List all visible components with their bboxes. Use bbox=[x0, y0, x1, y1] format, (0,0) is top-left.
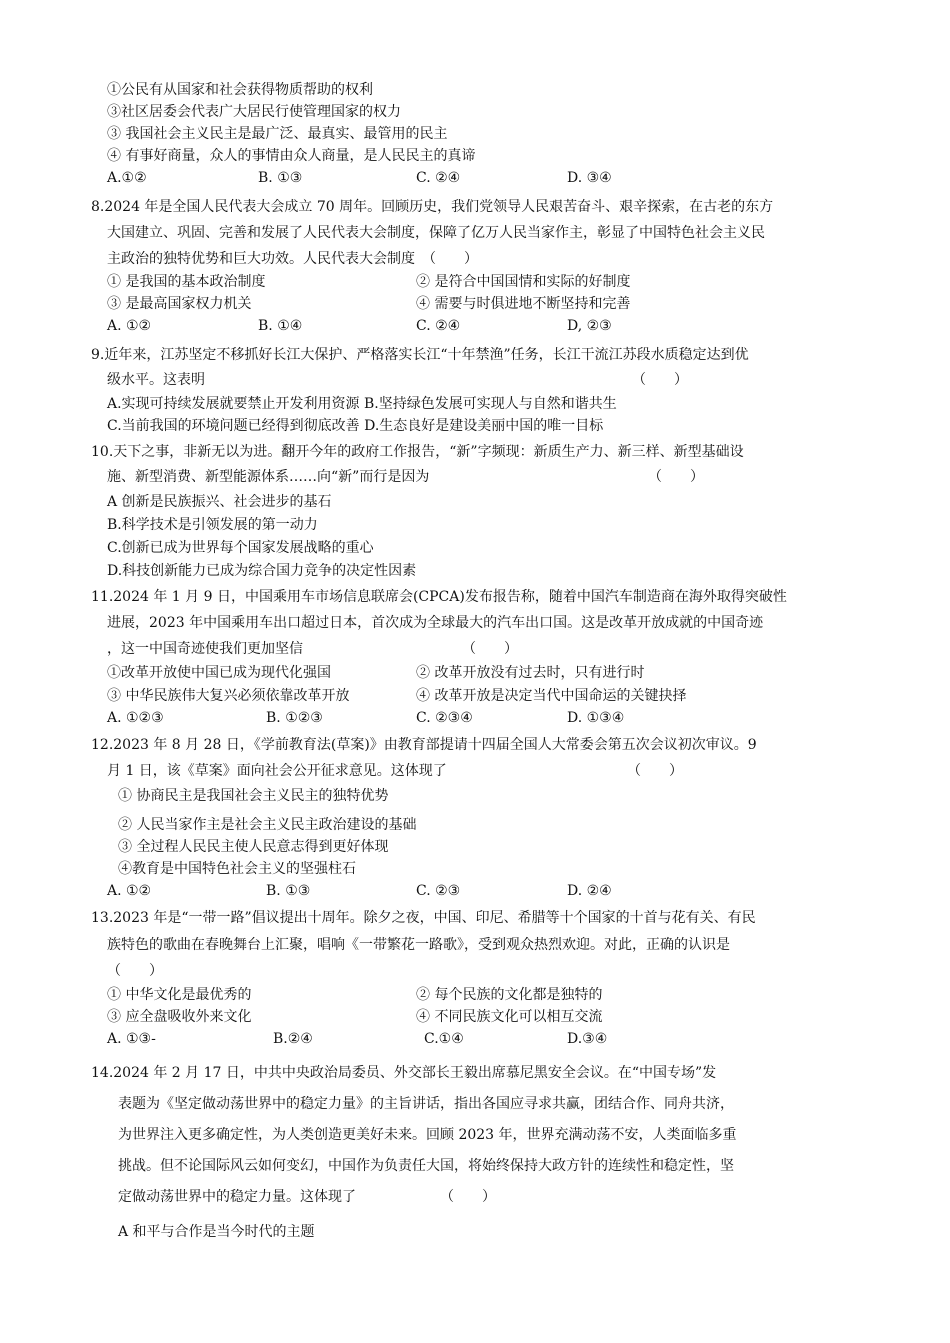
q10-answer-paren[interactable]: （ ） bbox=[648, 469, 704, 485]
q8-option-a[interactable]: A. ①② bbox=[107, 318, 152, 334]
q14-stem-text: 定做动荡世界中的稳定力量。这体现了 bbox=[118, 1189, 356, 1205]
q11-stem-text: ，这一中国奇迹使我们更加坚信 bbox=[107, 641, 303, 657]
q10-stem-text: 施、新型消费、新型能源体系……向“新”而行是因为 bbox=[107, 469, 430, 485]
q14-stem-line-1: 14.2024 年 2 月 17 日，中共中央政治局委员、外交部长王毅出席慕尼黑安全会议。在“中国专场”发 bbox=[91, 1065, 717, 1081]
q11-statement-1: ①改革开放使中国已成为现代化强国 bbox=[107, 665, 331, 681]
q13-answer-paren[interactable]: （ ） bbox=[107, 963, 163, 979]
q14-stem-line-3: 为世界注入更多确定性，为人类创造更美好未来。回顾 2023 年，世界充满动荡不安，人类面临多重 bbox=[118, 1127, 737, 1143]
q8-stem-line-2: 大国建立、巩固、完善和发展了人民代表大会制度，保障了亿万人民当家作主，彰显了中国特色社会主义民 bbox=[107, 225, 765, 241]
q9-answer-paren[interactable]: （ ） bbox=[632, 372, 688, 388]
q11-statement-3: ③ 中华民族伟大复兴必须依靠改革开放 bbox=[107, 688, 350, 704]
q8-option-b[interactable]: B. ①④ bbox=[258, 318, 303, 334]
q12-statement-4: ④教育是中国特色社会主义的坚强柱石 bbox=[118, 861, 356, 877]
q11-option-d[interactable]: D. ①③④ bbox=[567, 710, 625, 726]
q7-option-b[interactable]: B. ①③ bbox=[258, 170, 303, 186]
q11-statement-2: ② 改革开放没有过去时，只有进行时 bbox=[416, 665, 645, 681]
q12-statement-3: ③ 全过程人民民主使人民意志得到更好体现 bbox=[118, 839, 389, 855]
q12-option-b[interactable]: B. ①③ bbox=[266, 883, 311, 899]
q10-option-d[interactable]: D.科技创新能力已成为综合国力竞争的决定性因素 bbox=[107, 563, 417, 579]
q14-answer-paren[interactable]: （ ） bbox=[440, 1189, 496, 1205]
q10-option-c[interactable]: C.创新已成为世界每个国家发展战略的重心 bbox=[107, 540, 374, 556]
q8-statement-1: ① 是我国的基本政治制度 bbox=[107, 274, 266, 290]
q13-option-c[interactable]: C.①④ bbox=[424, 1031, 464, 1047]
q12-stem-text: 月 1 日，该《草案》面向社会公开征求意见。这体现了 bbox=[107, 763, 447, 779]
q7-option-c[interactable]: C. ②④ bbox=[416, 170, 461, 186]
q7-statement-4: ④ 有事好商量，众人的事情由众人商量，是人民民主的真谛 bbox=[107, 148, 476, 164]
q12-option-c[interactable]: C. ②③ bbox=[416, 883, 461, 899]
q13-stem-line-1: 13.2023 年是“一带一路”倡议提出十周年。除夕之夜，中国、印尼、希腊等十个国家的十首与花有关、有民 bbox=[91, 910, 756, 926]
q13-option-d[interactable]: D.③④ bbox=[567, 1031, 608, 1047]
q14-stem-line-2: 表题为《坚定做动荡世界中的稳定力量》的主旨讲话，指出各国应寻求共赢，团结合作、同舟共济， bbox=[118, 1096, 734, 1112]
q7-statement-2: ③社区居委会代表广大居民行使管理国家的权力 bbox=[107, 104, 401, 120]
q8-option-c[interactable]: C. ②④ bbox=[416, 318, 461, 334]
q9-options-ab[interactable]: A.实现可持续发展就要禁止开发利用资源 B.坚持绿色发展可实现人与自然和谐共生 bbox=[107, 396, 617, 412]
q11-statement-4: ④ 改革开放是决定当代中国命运的关键抉择 bbox=[416, 688, 687, 704]
q9-options-cd[interactable]: C.当前我国的环境问题已经得到彻底改善 D.生态良好是建设美丽中国的唯一目标 bbox=[107, 418, 604, 434]
q8-stem-line-3: 主政治的独特优势和巨大功效。人民代表大会制度 （ ） bbox=[107, 251, 478, 267]
q7-option-d[interactable]: D. ③④ bbox=[567, 170, 612, 186]
q13-statement-4: ④ 不同民族文化可以相互交流 bbox=[416, 1009, 603, 1025]
q8-stem-line-1: 8.2024 年是全国人民代表大会成立 70 周年。回顾历史，我们党领导人民艰苦奋斗、艰辛探索，在古老的东方 bbox=[91, 199, 774, 215]
q9-stem-line-1: 9.近年来，江苏坚定不移抓好长江大保护、严格落实长江“十年禁渔”任务，长江干流江苏段水质稳定达到优 bbox=[91, 347, 749, 363]
q10-stem-line-1: 10.天下之事，非新无以为进。翻开今年的政府工作报告，“新”字频现：新质生产力、新三样、新型基础设 bbox=[91, 444, 744, 460]
q11-stem-line-2: 进展，2023 年中国乘用车出口超过日本，首次成为全球最大的汽车出口国。这是改革开放成就的中国奇迹 bbox=[107, 615, 764, 631]
q11-option-c[interactable]: C. ②③④ bbox=[416, 710, 473, 726]
q13-statement-1: ① 中华文化是最优秀的 bbox=[107, 987, 252, 1003]
q12-option-d[interactable]: D. ②④ bbox=[567, 883, 612, 899]
q13-option-b[interactable]: B.②④ bbox=[273, 1031, 313, 1047]
q8-statement-2: ② 是符合中国国情和实际的好制度 bbox=[416, 274, 631, 290]
q14-option-a[interactable]: A 和平与合作是当今时代的主题 bbox=[118, 1224, 315, 1240]
q13-statement-2: ② 每个民族的文化都是独特的 bbox=[416, 987, 603, 1003]
q7-option-a[interactable]: A.①② bbox=[107, 170, 147, 186]
q7-statement-3: ③ 我国社会主义民主是最广泛、最真实、最管用的民主 bbox=[107, 126, 448, 142]
q12-statement-2: ② 人民当家作主是社会主义民主政治建设的基础 bbox=[118, 817, 417, 833]
q9-stem-text: 级水平。这表明 bbox=[107, 372, 205, 388]
q13-stem-line-2: 族特色的歌曲在春晚舞台上汇聚，唱响《一带繁花一路歌》，受到观众热烈欢迎。对此，正确的认识是 bbox=[107, 937, 730, 953]
q12-answer-paren[interactable]: （ ） bbox=[627, 763, 683, 779]
q10-option-a[interactable]: A 创新是民族振兴、社会进步的基石 bbox=[107, 494, 332, 510]
q14-stem-line-4: 挑战。但不论国际风云如何变幻，中国作为负责任大国，将始终保持大政方针的连续性和稳定性，坚 bbox=[118, 1158, 734, 1174]
q13-option-a[interactable]: A. ①③- bbox=[107, 1031, 156, 1047]
q8-statement-4: ④ 需要与时俱进地不断坚持和完善 bbox=[416, 296, 631, 312]
q11-stem-line-1: 11.2024 年 1 月 9 日，中国乘用车市场信息联席会(CPCA)发布报告称，随着中国汽车制造商在海外取得突破性 bbox=[91, 589, 787, 605]
q13-statement-3: ③ 应全盘吸收外来文化 bbox=[107, 1009, 252, 1025]
q12-option-a[interactable]: A. ①② bbox=[107, 883, 152, 899]
q11-answer-paren[interactable]: （ ） bbox=[462, 641, 518, 657]
q8-option-d[interactable]: D, ②③ bbox=[567, 318, 612, 334]
q12-statement-1: ① 协商民主是我国社会主义民主的独特优势 bbox=[118, 788, 389, 804]
q10-option-b[interactable]: B.科学技术是引领发展的第一动力 bbox=[107, 517, 318, 533]
q12-stem-line-1: 12.2023 年 8 月 28 日，《学前教育法(草案)》由教育部提请十四届全国人大常委会第五次会议初次审议。9 bbox=[91, 737, 757, 753]
q11-option-a[interactable]: A. ①②③ bbox=[107, 710, 164, 726]
q8-statement-3: ③ 是最高国家权力机关 bbox=[107, 296, 252, 312]
q11-option-b[interactable]: B. ①②③ bbox=[266, 710, 323, 726]
q7-statement-1: ①公民有从国家和社会获得物质帮助的权利 bbox=[107, 82, 373, 98]
